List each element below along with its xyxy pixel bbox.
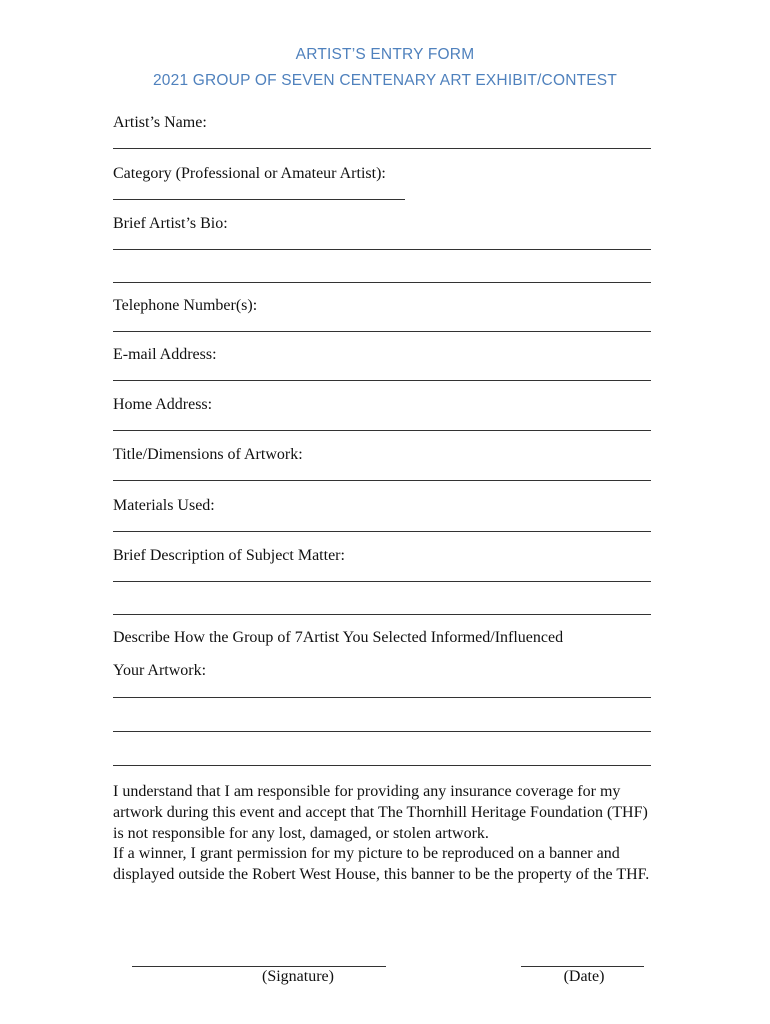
description-label: Brief Description of Subject Matter: [113,547,345,564]
influence-label-line-2: Your Artwork: [113,662,207,679]
form-title: ARTIST’S ENTRY FORM [295,46,475,63]
email-line[interactable] [113,380,651,381]
influence-line-3[interactable] [113,765,651,766]
declaration-paragraph-1: I understand that I am responsible for providing any insurance coverage for my artwork during this event and accept that The Thornhill Heritage Foundation (THF) is not responsible for any lost, damaged, or stolen artwork. [113,783,648,842]
bio-line-2[interactable] [113,282,651,283]
bio-label: Brief Artist’s Bio: [113,215,228,232]
influence-line-2[interactable] [113,731,651,732]
home-address-line[interactable] [113,430,651,431]
telephone-label: Telephone Number(s): [113,297,258,314]
date-line[interactable] [521,966,644,967]
artist-name-line[interactable] [113,148,651,149]
declaration-paragraph-2: If a winner, I grant permission for my picture to be reproduced on a banner and displayed outside the Robert West House, this banner to be the property of the THF. [113,845,650,884]
materials-label: Materials Used: [113,497,215,514]
home-address-label: Home Address: [113,396,213,413]
influence-line-1[interactable] [113,697,651,698]
date-caption: (Date) [563,968,605,985]
category-line[interactable] [113,199,405,200]
influence-label-line-1: Describe How the Group of 7Artist You Selected Informed/Influenced [113,629,564,646]
description-line-2[interactable] [113,614,651,615]
declaration-text [113,782,658,886]
category-label: Category (Professional or Amateur Artist): [113,165,386,182]
signature-caption: (Signature) [262,968,334,985]
email-label: E-mail Address: [113,346,217,363]
description-line-1[interactable] [113,581,651,582]
bio-line-1[interactable] [113,249,651,250]
telephone-line[interactable] [113,331,651,332]
signature-line[interactable] [132,966,386,967]
title-dimensions-label: Title/Dimensions of Artwork: [113,446,303,463]
materials-line[interactable] [113,531,651,532]
form-subtitle: 2021 GROUP OF SEVEN CENTENARY ART EXHIBIT/CONTEST [152,72,618,89]
artist-name-label: Artist’s Name: [113,114,207,131]
title-dimensions-line[interactable] [113,480,651,481]
